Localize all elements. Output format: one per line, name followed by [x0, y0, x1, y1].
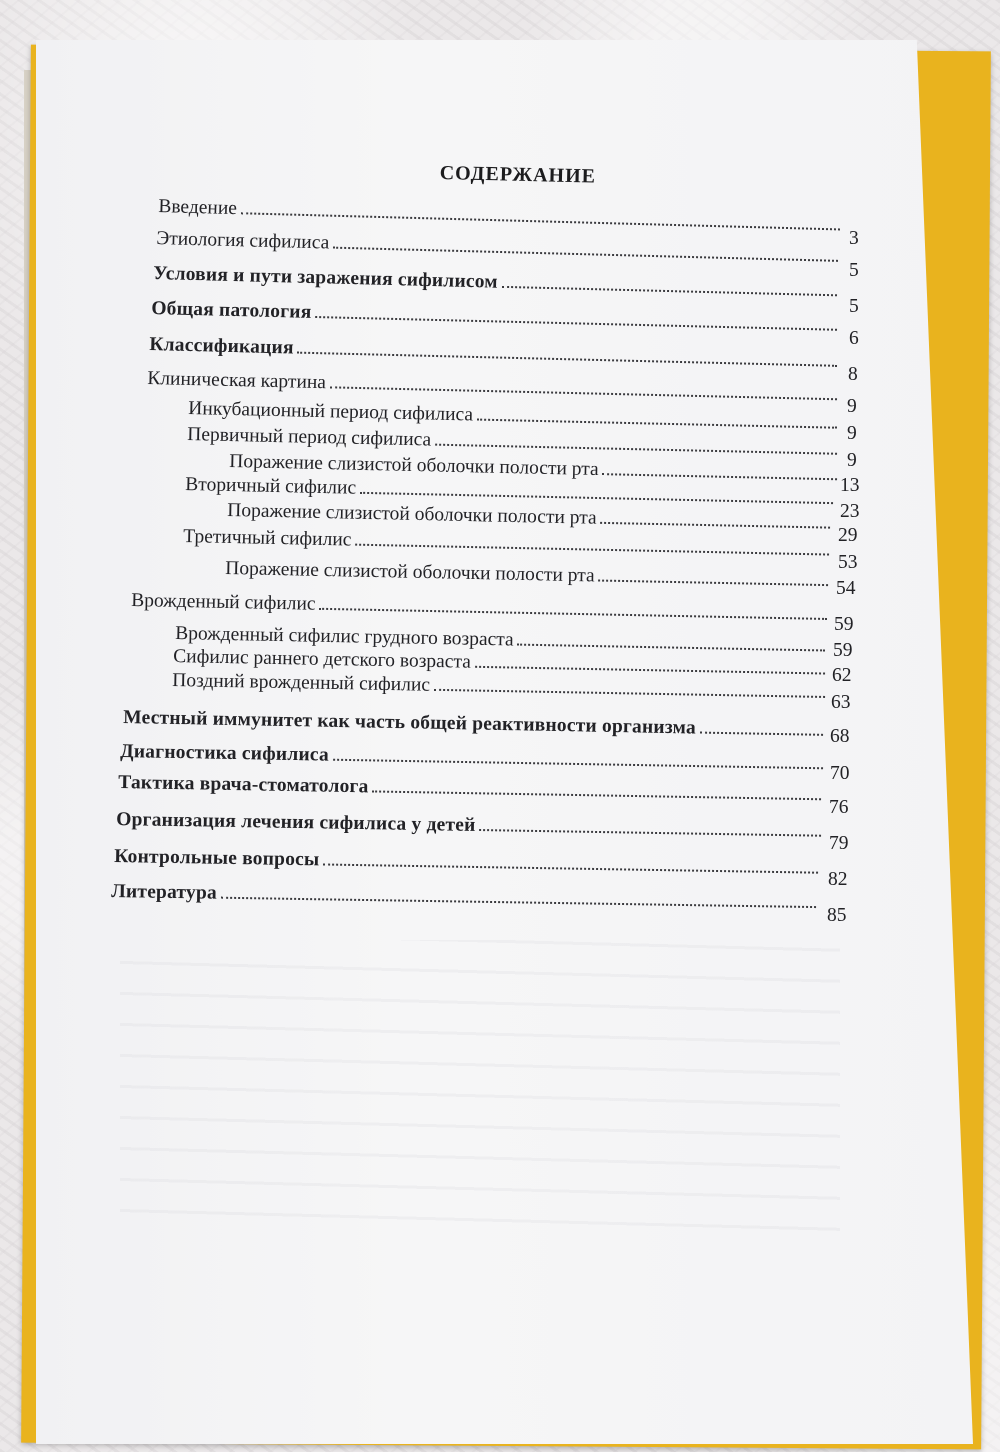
- toc-page-number: 59: [834, 614, 854, 635]
- toc-entry-label: Литература: [111, 881, 218, 904]
- dot-leader: [599, 578, 829, 586]
- dot-leader: [479, 828, 821, 837]
- toc-page-number: 29: [838, 525, 858, 546]
- toc-entry-label: Местный иммунитет как часть общей реактивности организма: [123, 707, 697, 739]
- toc-entry-label: Врожденный сифилис грудного возраста: [175, 623, 514, 651]
- toc-page-number: 62: [832, 665, 852, 686]
- toc-page-number: 70: [830, 763, 850, 784]
- toc-page-number: 9: [847, 396, 857, 417]
- toc-entry-label: Классификация: [149, 334, 294, 359]
- toc-entry-literature: [111, 881, 818, 916]
- toc-page-number: 23: [840, 501, 860, 522]
- toc-entry-label: Условия и пути заражения сифилисом: [153, 263, 499, 293]
- toc-entry-label: Клиническая картина: [147, 368, 327, 394]
- toc-page-number: 59: [833, 640, 853, 661]
- toc-entry-label: Вторичный сифилис: [185, 474, 357, 499]
- dot-leader: [475, 665, 825, 675]
- toc-page-number: 5: [849, 296, 859, 317]
- dot-leader: [434, 688, 825, 698]
- dot-leader: [502, 285, 837, 296]
- dot-leader: [601, 521, 831, 529]
- toc-entry-classification: [149, 334, 839, 375]
- toc-entry-label: Тактика врача-стоматолога: [118, 772, 369, 798]
- toc-entry-congenital: [131, 590, 829, 628]
- toc-entry-label: Организация лечения сифилиса у детей: [116, 809, 476, 836]
- toc-entry-control-questions: [114, 846, 820, 882]
- dot-leader: [333, 246, 838, 262]
- dot-leader: [330, 385, 837, 400]
- dot-leader: [360, 491, 833, 504]
- toc-entry-pathology: [151, 298, 839, 339]
- toc-page-number: 85: [827, 905, 847, 926]
- toc-page-number: 79: [829, 833, 849, 854]
- dot-leader: [241, 211, 840, 230]
- toc-heading: СОДЕРЖАНИЕ: [439, 162, 597, 188]
- toc-entry-label: Поражение слизистой оболочки полости рта: [229, 451, 599, 481]
- toc-page-number: 54: [836, 578, 856, 599]
- toc-entry-diagnostics: [120, 741, 825, 777]
- toc-page-number: 8: [848, 364, 858, 385]
- toc-entry-oral-lesion-3: [225, 558, 830, 594]
- toc-page-number: 9: [847, 423, 857, 444]
- toc-entry-label: Диагностика сифилиса: [120, 741, 330, 766]
- toc-page-number: 63: [831, 692, 851, 713]
- toc-entry-dentist-tactics: [118, 772, 823, 808]
- dot-leader: [221, 896, 816, 908]
- dot-leader: [355, 543, 829, 556]
- dot-leader: [333, 758, 823, 770]
- toc-page-number: 3: [849, 228, 859, 249]
- toc-page-number: 6: [849, 328, 859, 349]
- dot-leader: [298, 351, 837, 367]
- toc-entry-label: Врожденный сифилис: [131, 590, 316, 615]
- dot-leader: [323, 862, 818, 873]
- toc-page-number: 13: [840, 475, 860, 496]
- toc-entry-label: Контрольные вопросы: [114, 846, 320, 871]
- toc-entry-treatment-children: [116, 809, 823, 845]
- toc-page-number: 5: [849, 260, 859, 281]
- toc-entry-label: Введение: [158, 196, 238, 220]
- dot-leader: [315, 315, 837, 331]
- dot-leader: [518, 643, 826, 652]
- dot-leader: [700, 731, 823, 736]
- toc-entry-label: Поражение слизистой оболочки полости рта: [227, 500, 597, 529]
- toc-entry-label: Общая патология: [151, 298, 312, 323]
- toc-entry-label: Этиология сифилиса: [156, 228, 330, 254]
- dot-leader: [603, 472, 838, 480]
- toc-page-number: 53: [838, 552, 858, 573]
- toc-entry-label: Первичный период сифилиса: [187, 424, 432, 451]
- toc-entry-label: Поражение слизистой оболочки полости рта: [225, 558, 595, 587]
- dot-leader: [319, 607, 827, 620]
- toc-page-number: 76: [829, 797, 849, 818]
- show-through-text: [120, 940, 840, 1240]
- toc-entry-label: Инкубационный период сифилиса: [188, 398, 474, 426]
- dot-leader: [477, 418, 837, 429]
- toc-entry-label: Поздний врожденный сифилис: [172, 670, 431, 696]
- toc-entry-label: Сифилис раннего детского возраста: [173, 646, 472, 673]
- dot-leader: [372, 789, 821, 800]
- toc-entry-local-immunity: [123, 707, 825, 744]
- toc-entry-transmission: [153, 263, 839, 304]
- dot-leader: [435, 443, 837, 455]
- toc-entry-label: Третичный сифилис: [183, 526, 352, 551]
- toc-page-number: 82: [828, 869, 848, 890]
- toc-page-number: 68: [830, 726, 850, 747]
- toc-page-number: 9: [847, 450, 857, 471]
